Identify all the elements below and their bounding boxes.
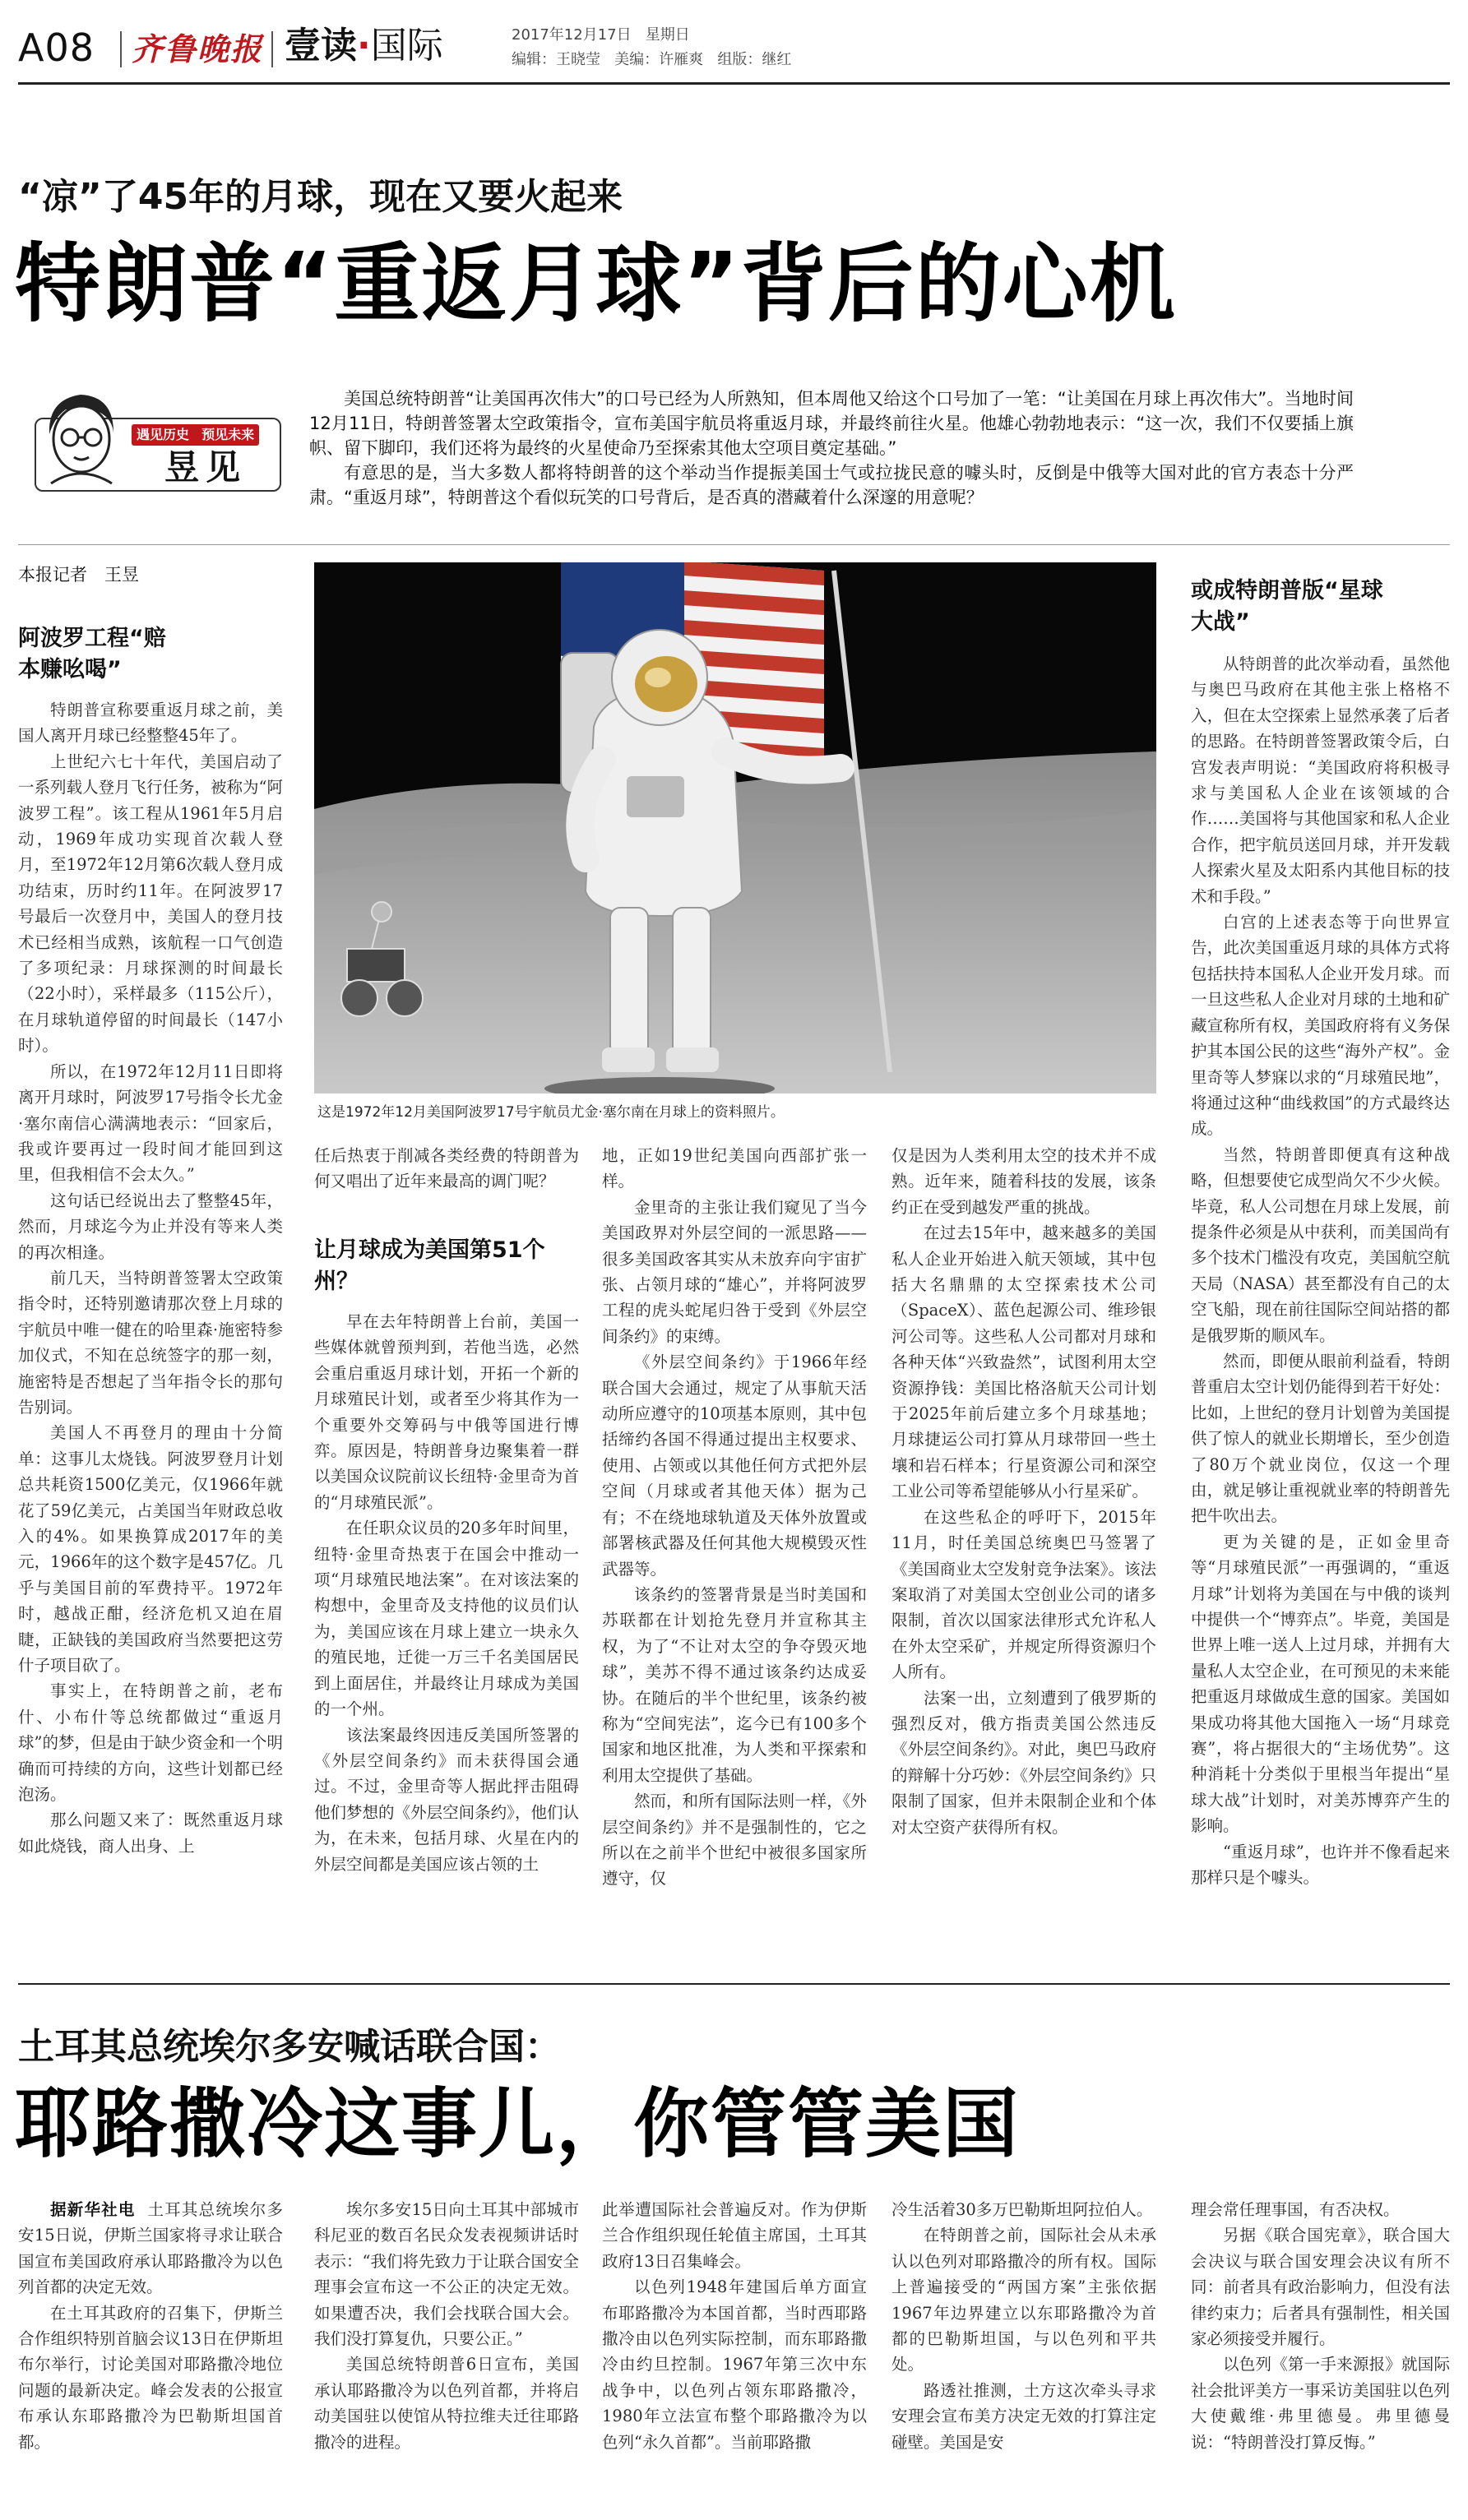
paragraph: 该法案最终因违反美国所签署的《外层空间条约》而未获得国会通过。不过，金里奇等人据此抨击阻碍他们梦想的《外层空间条约》，他们认为，在未来，包括月球、火星在内的外层空间都是美国应该占领的土 xyxy=(314,1725,579,1874)
paragraph: 然而，和所有国际法则一样，《外层空间条约》并不是强制性的，它之所以在之前半个世纪中被很多国家所遵守，仅 xyxy=(602,1792,867,1889)
paragraph: 冷生活着30多万巴勒斯坦阿拉伯人。 xyxy=(891,2200,1153,2219)
paper-logo: 齐鲁晚报 xyxy=(132,30,264,67)
story1-column-3 xyxy=(602,1143,867,1957)
story2-column-1 xyxy=(18,2197,283,2501)
paragraph: 在过去15年中，越来越多的美国私人企业开始进入航天领域，其中包括大名鼎鼎的太空探索技术公司（SpaceX）、蓝色起源公司、维珍银河公司等。这些私人公司都对月球和各种天体“兴致盎然”，试图利用太空资源挣钱：美国比格洛航天公司计划于2025年前后建立多个月球基地；月球捷运公司打算从月球带回一些土壤和岩石样本；行星资源公司和深空工业公司等希望能够从小行星采矿。 xyxy=(891,1223,1156,1501)
paragraph: 更为关键的是，正如金里奇等“月球殖民派”一再强调的，“重返月球”计划将为美国在与中俄的谈判中提供一个“博弈点”。毕竟，美国是世界上唯一送人上过月球，并拥有大量私人太空企业，在可预见的未来能把重返月球做成生意的国家。美国如果成功将其他大国拖入一场“月球竞赛”，将占据很大的“主场优势”。这种消耗十分类似于里根当年提出“星球大战”计划时，对美苏博弈产生的影响。 xyxy=(1191,1532,1450,1836)
paragraph: 前几天，当特朗普签署太空政策指令时，还特别邀请那次登上月球的宇航员中唯一健在的哈里森·施密特参加仪式，不知在总统签字的那一刻，施密特是否想起了当年指令长的那句告别词。 xyxy=(18,1268,283,1417)
paragraph: 法案一出，立刻遭到了俄罗斯的强烈反对，俄方指责美国公然违反《外层空间条约》。对此，奥巴马政府的辩解十分巧妙：《外层空间条约》只限制了国家，但并未限制企业和个体对太空资产获得所有权。 xyxy=(891,1688,1156,1837)
section-dot: · xyxy=(357,25,371,67)
paragraph: 地，正如19世纪美国向西部扩张一样。 xyxy=(602,1146,867,1191)
paragraph: 上世纪六七十年代，美国启动了一系列载人登月飞行任务，被称为“阿波罗工程”。该工程从1961年5月启动，1969年成功实现首次载人登月，至1972年12月第6次载人登月成功结束，历时约11年。在阿波罗17号最后一次登月中，美国人的登月技术已经相当成熟，该航程一口气创造了多项纪录：月球探测的时间最长（22小时），采样最多（115公斤），在月球轨道停留的时间最长（147小时）。 xyxy=(18,751,283,1056)
paragraph: 土耳其总统埃尔多安15日说，伊斯兰国家将寻求让联合国宣布美国政府承认耶路撒冷为以色列首都的决定无效。 xyxy=(18,2200,283,2297)
paragraph: 特朗普宣称要重返月球之前，美国人离开月球已经整整45年了。 xyxy=(18,701,283,746)
story1-column-5 xyxy=(1191,651,1450,1957)
column-badge xyxy=(18,385,280,492)
paragraph: 以色列1948年建国后单方面宣布耶路撒冷为本国首都，当时西耶路撒冷由以色列实际控制，而东耶路撒冷由约旦控制。1967年第三次中东战争中，以色列占领东耶路撒冷，1980年立法宣布整个耶路撒冷为以色列“永久首都”。当前耶路撒 xyxy=(602,2277,867,2452)
paragraph: 从特朗普的此次举动看，虽然他与奥巴马政府在其他主张上格格不入，但在太空探索上显然承袭了后者的思路。在特朗普签署政策令后，白宫发表声明说：“美国政府将积极寻求与美国私人企业在该领域的合作……美国将与其他国家和私人企业合作，把宇航员送回月球，并开发载人探索火星及太阳系内其他目标的技术和手段。” xyxy=(1191,654,1450,906)
section-sub: 国际 xyxy=(370,25,443,67)
paragraph: 金里奇的主张让我们窥见了当今美国政界对外层空间的一派思路——很多美国政客其实从未放弃向宇宙扩张、占领月球的“雄心”，并将阿波罗工程的虎头蛇尾归咎于受到《外层空间条约》的束缚。 xyxy=(602,1197,867,1346)
dateline: 据新华社电 xyxy=(50,2200,136,2219)
story2-kicker: 土耳其总统埃尔多安喊话联合国： xyxy=(18,2026,561,2068)
paragraph: 任后热衷于削减各类经费的特朗普为何又唱出了近年来最高的调门呢？ xyxy=(314,1146,579,1191)
masthead-rule xyxy=(18,82,1450,85)
paragraph: 这句话已经说出去了整整45年，然而，月球迄今为止并没有等来人类的再次相逢。 xyxy=(18,1191,283,1262)
subhead-51st-state: 让月球成为美国第51个州？ xyxy=(314,1237,545,1294)
story1-lead xyxy=(309,386,1354,518)
story1-column-4 xyxy=(891,1143,1156,1957)
story2-column-4 xyxy=(891,2197,1156,2501)
paragraph: 在土耳其政府的召集下，伊斯兰合作组织特别首脑会议13日在伊斯坦布尔举行，讨论美国对耶路撒冷地位问题的最新决定。峰会发表的公报宣布承认东耶路撒冷为巴勒斯坦国首都。 xyxy=(18,2303,283,2452)
paragraph: 然而，即便从眼前利益看，特朗普重启太空计划仍能得到若干好处：比如，上世纪的登月计划曾为美国提供了惊人的就业长期增长，至少创造了80万个就业岗位，仅这一个理由，就足够让重视就业率的特朗普先把牛吹出去。 xyxy=(1191,1351,1450,1526)
subhead-apollo: 阿波罗工程“赔本赚吆喝” xyxy=(18,626,166,682)
paragraph: 在这些私企的呼吁下，2015年11月，时任美国总统奥巴马签署了《美国商业太空发射竞争法案》。该法案取消了对美国太空创业公司的诸多限制，首次以国家法律形式允许私人在外太空采矿，并规定所得资源归个人所有。 xyxy=(891,1507,1156,1682)
paragraph: 当然，特朗普即便真有这种战略，但想要使它成型尚欠不少火候。毕竟，私人公司想在月球上发展，前提条件必须是从中获利，而美国尚有多个技术门槛没有攻克，美国航空航天局（NASA）甚至都没有自己的太空飞船，现在前往国际空间站搭的都是俄罗斯的顺风车。 xyxy=(1191,1144,1450,1345)
column-name: 昱见 xyxy=(164,447,248,488)
story1-column-1 xyxy=(18,697,283,1957)
paragraph: 美国人不再登月的理由十分简单：这事儿太烧钱。阿波罗登月计划总共耗资1500亿美元，仅1966年就花了59亿美元，占美国当年财政总收入的4%。如果换算成2017年的美元，1966年的这个数字是457亿。几乎与美国目前的军费持平。1972年时，越战正酣，经济危机又迫在眉睫，正缺钱的美国政府当然要把这劳什子项目砍了。 xyxy=(18,1423,283,1676)
paragraph: 在特朗普之前，国际社会从未承认以色列对耶路撒冷的所有权。国际上普遍接受的“两国方案”主张依据1967年边界建立以东耶路撒冷为首都的巴勒斯坦国，与以色列和平共处。 xyxy=(891,2226,1156,2374)
paragraph: 白宫的上述表态等于向世界宣告，此次美国重返月球的具体方式将包括扶持本国私人企业开发月球。而一旦这些私人企业对月球的土地和矿藏宣称所有权，美国政府将有义务保护其本国公民的这些“海外产权”。金里奇等人梦寐以求的“月球殖民地”，将通过这种“曲线救国”的方式最终达成。 xyxy=(1191,913,1450,1139)
layout-credit: 组版：继红 xyxy=(717,51,792,68)
paragraph: “重返月球”，也许并不像看起来那样只是个噱头。 xyxy=(1191,1842,1450,1888)
paragraph: 在任职众议员的20多年时间里，纽特·金里奇热衷于在国会中推动一项“月球殖民地法案”。在对该法案的构想中，金里奇及支持他的议员们认为，美国应该在月球上建立一块永久的殖民地，迁徙一万三千名美国居民到上面居住，并最终让月球成为美国的一个州。 xyxy=(314,1519,579,1719)
paragraph: 埃尔多安15日向土耳其中部城市科尼亚的数百名民众发表视频讲话时表示：“我们将先致力于让联合国安全理事会宣布这一不公正的决定无效。如果遭否决，我们会找联合国大会。我们没打算复仇，只要公正。” xyxy=(314,2200,579,2349)
story1-kicker: “凉”了45年的月球，现在又要火起来 xyxy=(18,176,623,218)
lead-paragraph: 有意思的是，当大多数人都将特朗普的这个举动当作提振美国士气或拉拢民意的噱头时，反倒是中俄等大国对此的官方表态十分严肃。“重返月球”，特朗普这个看似玩笑的口号背后，是否真的潜藏着什么深邃的用意呢？ xyxy=(309,463,1354,507)
subhead-star-wars: 或成特朗普版“星球大战” xyxy=(1191,578,1383,635)
paragraph: 以色列《第一手来源报》就国际社会批评美方一事采访美国驻以色列大使戴维·弗里德曼。弗里德曼说：“特朗普没打算反悔。” xyxy=(1191,2355,1450,2452)
moon-photo xyxy=(314,562,1156,1094)
paragraph: 那么问题又来了：既然重返月球如此烧钱，商人出身、上 xyxy=(18,1810,283,1856)
badge-tags xyxy=(132,424,259,446)
paragraph: 此举遭国际社会普遍反对。作为伊斯兰合作组织现任轮值主席国，土耳其政府13日召集峰会。 xyxy=(602,2200,867,2271)
photo-caption: 这是1972年12月美国阿波罗17号宇航员尤金·塞尔南在月球上的资料照片。 xyxy=(317,1104,785,1121)
story2-column-5 xyxy=(1191,2197,1450,2501)
story-divider xyxy=(18,1983,1450,1985)
weekday-text: 星期日 xyxy=(645,26,690,44)
paragraph: 所以，在1972年12月11日即将离开月球时，阿波罗17号指令长尤金·塞尔南信心满满地表示：“回家后，我或许要再过一段时间才能回到这里，但我相信不会太久。” xyxy=(18,1061,283,1185)
story2-column-2 xyxy=(314,2197,579,2501)
page-number: A08 xyxy=(18,25,95,70)
paragraph: 事实上，在特朗普之前，老布什、小布什等总统都做过“重返月球”的梦，但是由于缺少资金和一个明确而可持续的方向，这些计划都已经泡汤。 xyxy=(18,1681,283,1805)
story1-column-2-body xyxy=(314,1309,579,1957)
paragraph: 早在去年特朗普上台前，美国一些媒体就曾预判到，若他当选，必然会重启重返月球计划，开拓一个新的月球殖民计划，或者至少将其作为一个重要外交筹码与中俄等国进行博弈。原因是，特朗普身边聚集着一群以美国众议院前议长纽特·金里奇为首的“月球殖民派”。 xyxy=(314,1312,579,1512)
paragraph: 理会常任理事国，有否决权。 xyxy=(1191,2200,1400,2219)
paragraph: 《外层空间条约》于1966年经联合国大会通过，规定了从事航天活动所应遵守的10项基本原则，其中包括缔约各国不得通过提出主权要求、使用、占领或以其他任何方式把外层空间（月球或者其他天体）据为己有；不在绕地球轨道及天体外放置或部署核武器及任何其他大规模毁灭性武器等。 xyxy=(602,1352,867,1579)
masthead-divider xyxy=(271,31,273,67)
staff-credits xyxy=(512,49,791,71)
lead-paragraph: 美国总统特朗普“让美国再次伟大”的口号已经为人所熟知，但本周他又给这个口号加了一笔：“让美国在月球上再次伟大”。当地时间12月11日，特朗普签署太空政策指令，宣布美国宇航员将重返月球，并最终前往火星。他雄心勃勃地表示：“这一次，我们不仅要插上旗帜、留下脚印，我们还将为最终的火星使命乃至探索其他太空项目奠定基础。” xyxy=(309,389,1354,458)
date-text: 2017年12月17日 xyxy=(512,26,632,44)
issue-date xyxy=(512,25,690,46)
story1-byline: 本报记者 王昱 xyxy=(18,565,139,585)
story2-headline: 耶路撒冷这事儿，你管管美国 xyxy=(15,2080,1021,2168)
editor-credit: 编辑：王晓莹 xyxy=(512,51,600,68)
lead-divider xyxy=(18,544,1450,545)
story1-headline: 特朗普“重返月球”背后的心机 xyxy=(15,234,1177,334)
badge-tag-future: 预见未来 xyxy=(201,427,255,442)
paragraph: 仅是因为人类利用太空的技术并不成熟。近年来，随着科技的发展，该条约正在受到越发严重的挑战。 xyxy=(891,1146,1156,1217)
columnist-portrait xyxy=(33,385,130,487)
paragraph: 路透社推测，土方这次牵头寻求安理会宣布美方决定无效的打算注定碰壁。美国是安 xyxy=(891,2380,1156,2452)
section-main: 壹读 xyxy=(285,25,357,67)
story2-column-3 xyxy=(602,2197,867,2501)
paragraph: 另据《联合国宪章》，联合国大会决议与联合国安理会决议有所不同：前者具有政治影响力，但没有法律约束力；后者具有强制性，相关国家必须接受并履行。 xyxy=(1191,2226,1450,2349)
paragraph: 该条约的签署背景是当时美国和苏联都在计划抢先登月并宣称其主权，为了“不让对太空的争夺毁灭地球”，美苏不得不通过该条约达成妥协。在随后的半个世纪里，该条约被称为“空间宪法”，迄今已有100多个国家和地区批准，为人类和平探索和利用太空提供了基础。 xyxy=(602,1584,867,1785)
masthead-divider xyxy=(120,31,122,67)
designer-credit: 美编：许雁爽 xyxy=(614,51,704,68)
badge-tag-history: 遇见历史 xyxy=(137,427,190,442)
photo-illustration xyxy=(314,562,1156,1094)
paragraph: 美国总统特朗普6日宣布，美国承认耶路撒冷为以色列首都，并将启动美国驻以使馆从特拉维夫迁往耶路撒冷的进程。 xyxy=(314,2355,579,2452)
section-title xyxy=(285,23,443,69)
story1-column-2 xyxy=(314,1143,579,1225)
